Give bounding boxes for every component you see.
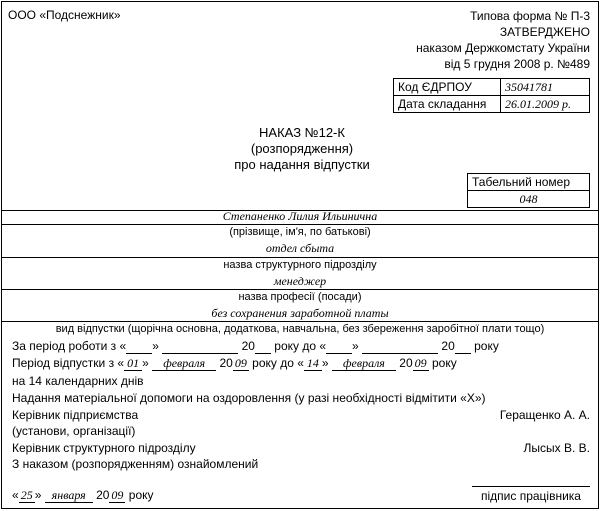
form-number: Типова форма № П-3: [470, 9, 590, 23]
approval-order: наказом Держкомстату України: [416, 41, 590, 55]
dept-head-name: Лысых В. В.: [523, 441, 590, 455]
vac-from-year: 09: [234, 356, 247, 370]
profession-caption: назва професії (посади): [238, 291, 362, 303]
title-line-2: (розпорядження): [250, 141, 354, 156]
days-count: на 14 календарних днів: [12, 374, 144, 388]
employee-name: Степаненко Лилия Ильинична: [222, 209, 378, 223]
tab-number-table: [467, 173, 590, 208]
sign-year: 09: [111, 488, 124, 502]
sign-month: января: [45, 489, 93, 503]
vac-from-month: февраля: [152, 357, 216, 371]
vacation-period-line: Період відпустки з « 01 » февраля 20 09 року до « 14 » февраля 20 09 року: [12, 356, 457, 370]
vacation-type-caption: вид відпустки (щорічна основна, додаткова, навчальна, без збереження заробітної плати тощо): [55, 323, 545, 335]
edrpou-value: 35041781: [501, 79, 590, 96]
work-to-year: [455, 340, 471, 354]
tab-number-label: Табельний номер: [468, 174, 590, 191]
signature-caption: підпис працівника: [481, 489, 581, 503]
sign-day: 25: [20, 488, 33, 502]
head-label: Керівник підприємства: [12, 408, 139, 422]
vac-to-year: 09: [414, 356, 427, 370]
work-from-year: [255, 340, 271, 354]
approved-label: ЗАТВЕРДЖЕНО: [499, 25, 590, 39]
work-from-day: [126, 340, 152, 354]
company-name: ООО «Подснежник»: [8, 8, 121, 22]
department: отдел сбыта: [265, 241, 335, 255]
approval-block: [416, 8, 590, 72]
name-caption: (прізвище, ім'я, по батькові): [229, 226, 371, 238]
work-period-line: За період роботи з « » 20 року до « » 20 року: [12, 339, 499, 353]
acquainted: З наказом (розпорядженням) ознайомлений: [12, 457, 259, 471]
work-to-month: [362, 340, 438, 354]
order-form: [1, 1, 599, 509]
sign-date: « 25 » января 20 09 року: [12, 488, 154, 502]
head-sub: (установи, організації): [12, 424, 136, 438]
tab-number-value: 048: [468, 191, 590, 208]
approval-date: від 5 грудня 2008 р. №489: [444, 57, 590, 71]
title-line-1: НАКАЗ №12-К: [259, 125, 345, 140]
date-label: Дата складання: [394, 96, 501, 113]
material-aid: Надання матеріальної допомоги на оздоровлення (у разі необхідності відмітити «Х»): [12, 391, 486, 405]
vacation-type-line: [2, 321, 598, 322]
signature-line: [472, 486, 590, 487]
work-from-month: [162, 340, 238, 354]
name-line: [2, 224, 598, 225]
order-title: [202, 125, 402, 173]
work-to-day: [326, 340, 352, 354]
head-name: Геращенко А. А.: [499, 408, 590, 422]
title-line-3: про надання відпустки: [234, 157, 370, 172]
profession-line: [2, 289, 598, 290]
department-caption: назва структурного підрозділу: [223, 259, 377, 271]
profession: менеджер: [273, 274, 327, 288]
codes-table: [393, 78, 590, 113]
edrpou-label: Код ЄДРПОУ: [394, 79, 501, 96]
vac-to-month: февраля: [332, 357, 396, 371]
vacation-type: без сохранения заработной платы: [211, 306, 389, 320]
date-value: 26.01.2009 р.: [501, 96, 590, 113]
vac-from-day: 01: [124, 357, 142, 371]
dept-head-label: Керівник структурного підрозділу: [12, 441, 196, 455]
department-line: [2, 257, 598, 258]
vac-to-day: 14: [304, 357, 322, 371]
